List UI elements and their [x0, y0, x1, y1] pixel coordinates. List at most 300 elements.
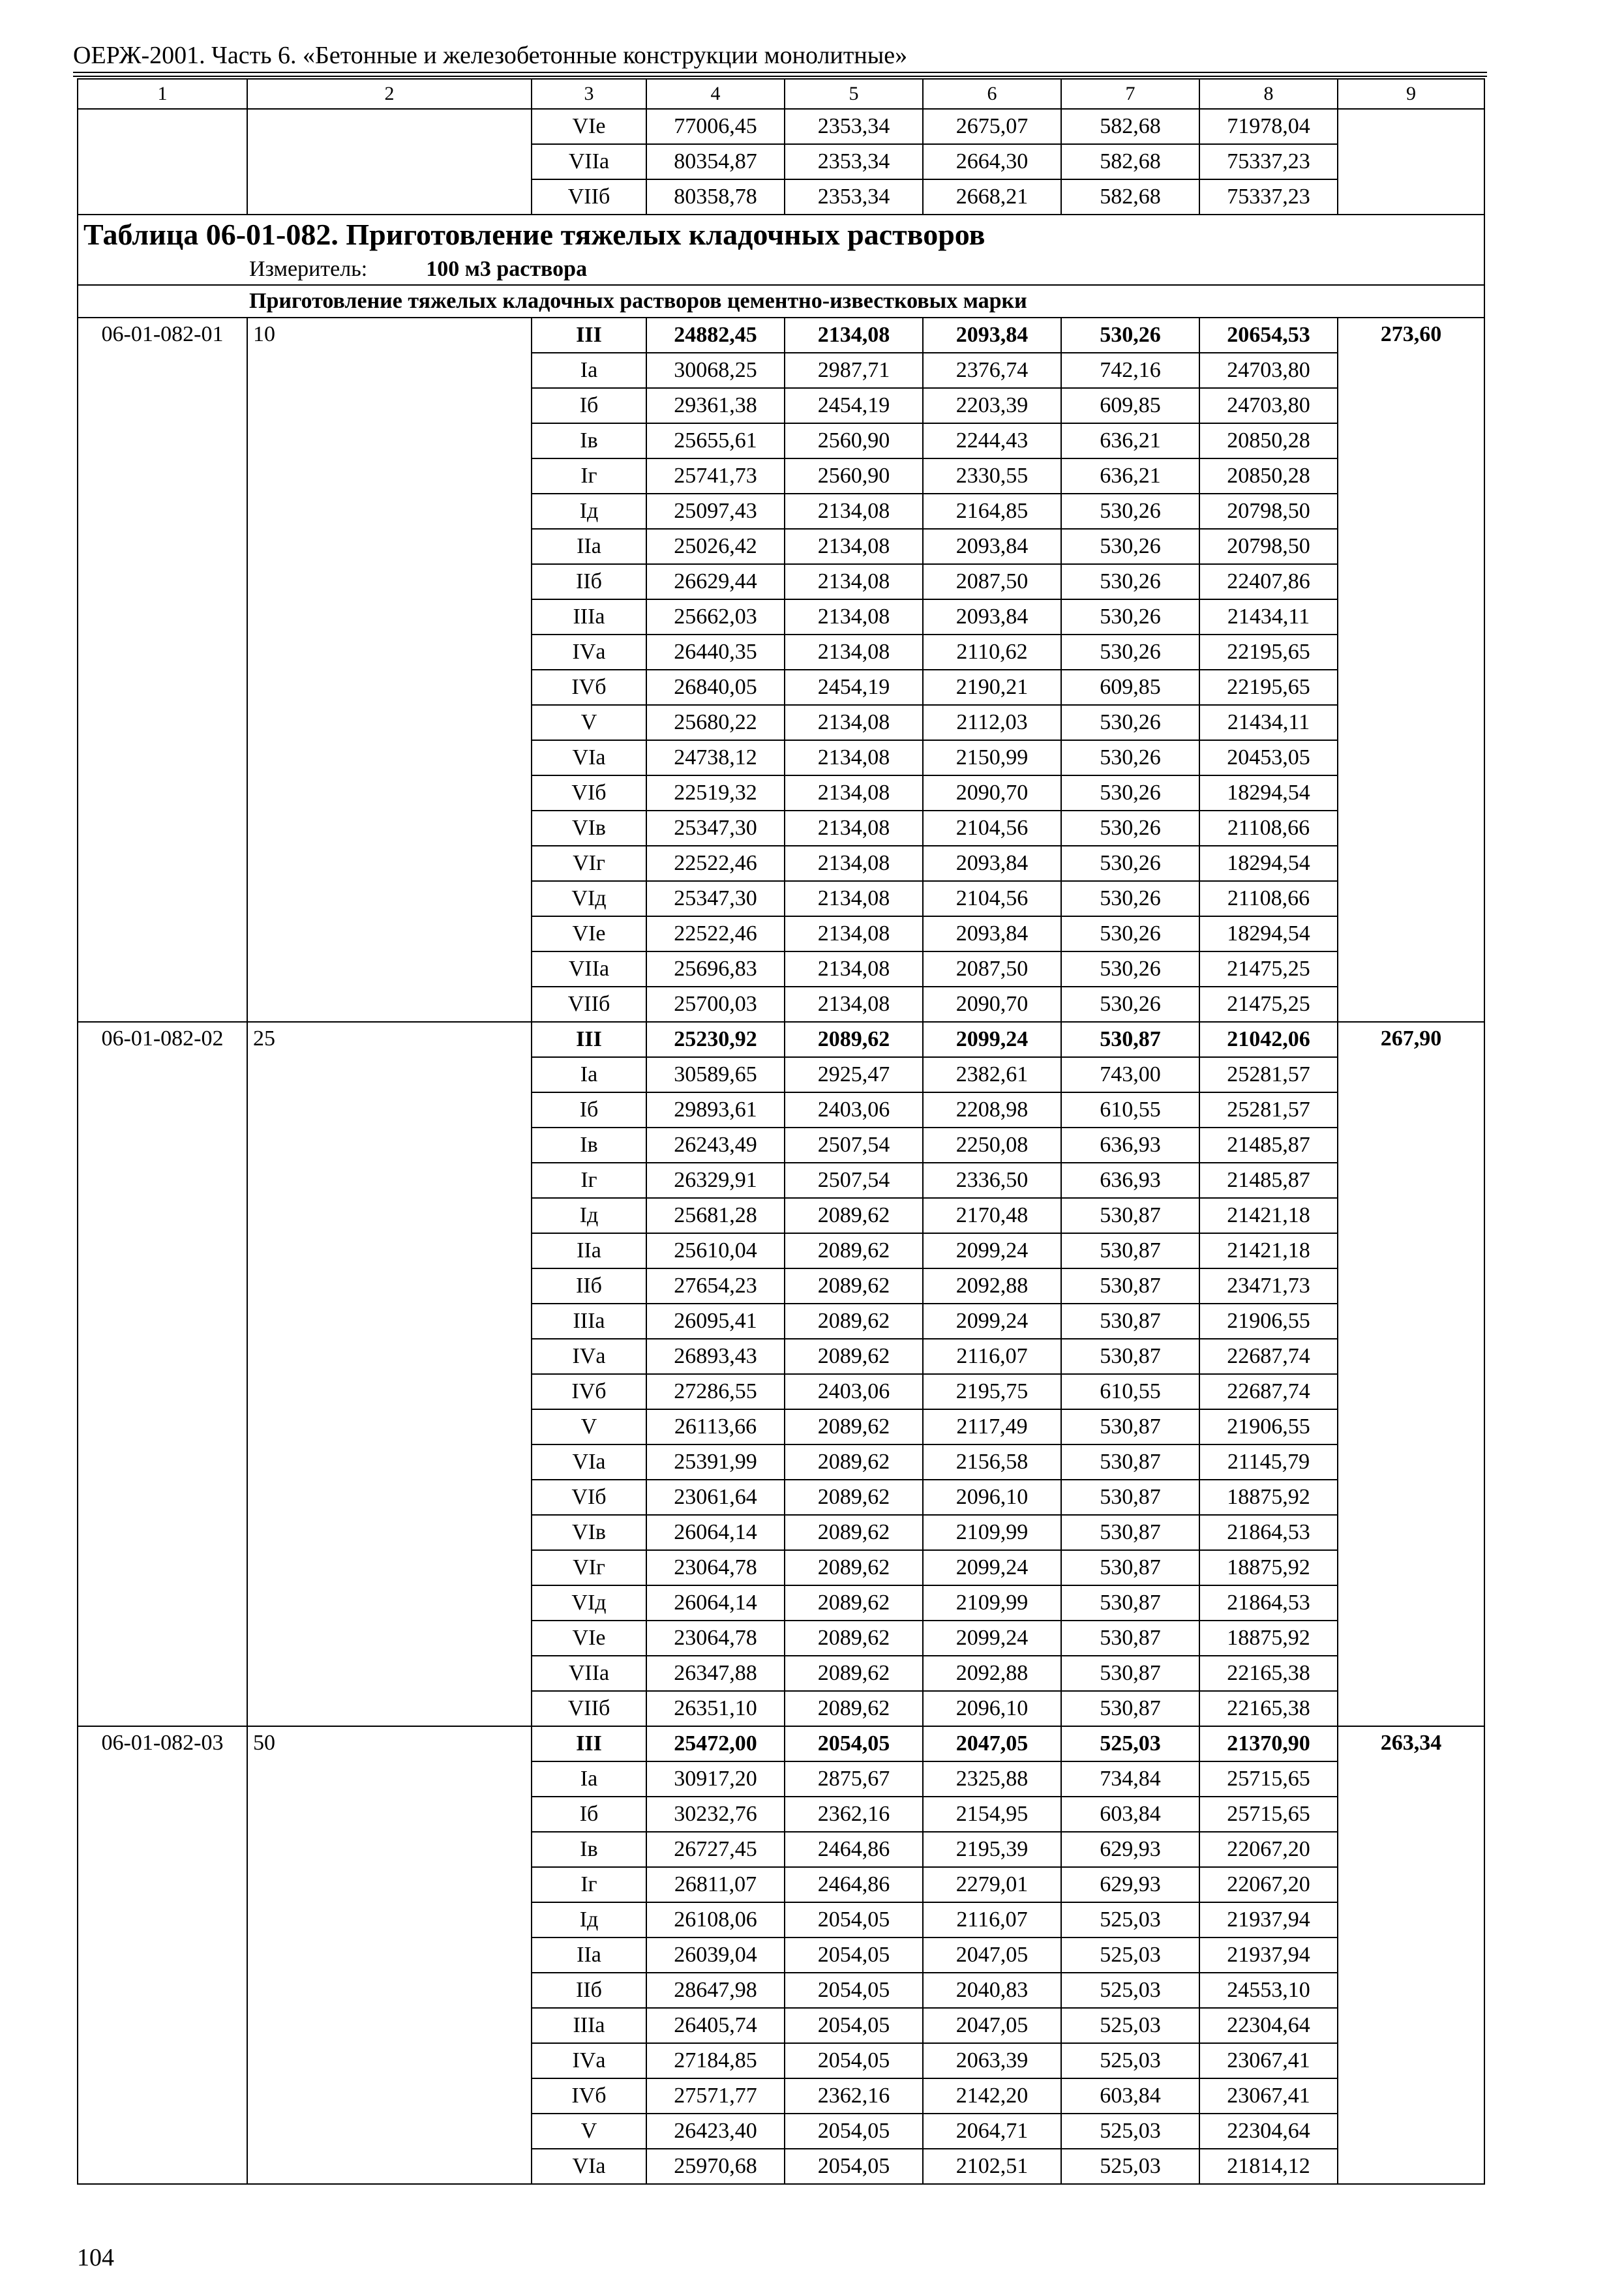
total-cell: 267,90 — [1338, 1022, 1484, 1726]
value-cell: 27286,55 — [646, 1374, 785, 1409]
value-cell: 25472,00 — [646, 1726, 785, 1761]
value-cell: 26840,05 — [646, 670, 785, 705]
value-cell: 75337,23 — [1199, 179, 1338, 215]
value-cell: 29361,38 — [646, 388, 785, 423]
value-cell: 2054,05 — [785, 2149, 923, 2184]
value-cell: 2362,16 — [785, 2078, 923, 2114]
value-cell: 2195,39 — [923, 1832, 1061, 1867]
value-cell: 2110,62 — [923, 635, 1061, 670]
zone-cell: III — [532, 1726, 646, 1761]
value-cell: 2112,03 — [923, 705, 1061, 740]
value-cell: 21906,55 — [1199, 1304, 1338, 1339]
zone-cell: VIд — [532, 881, 646, 916]
value-cell: 2875,67 — [785, 1761, 923, 1797]
value-cell: 2096,10 — [923, 1480, 1061, 1515]
value-cell: 2454,19 — [785, 388, 923, 423]
value-cell: 2099,24 — [923, 1304, 1061, 1339]
value-cell: 2047,05 — [923, 1937, 1061, 1973]
value-cell: 21485,87 — [1199, 1128, 1338, 1163]
value-cell: 2925,47 — [785, 1057, 923, 1092]
value-cell: 25281,57 — [1199, 1057, 1338, 1092]
value-cell: 25347,30 — [646, 881, 785, 916]
zone-cell: Iд — [532, 1198, 646, 1233]
value-cell: 21814,12 — [1199, 2149, 1338, 2184]
zone-cell: Iг — [532, 1867, 646, 1902]
value-cell: 18875,92 — [1199, 1621, 1338, 1656]
value-cell: 2403,06 — [785, 1092, 923, 1128]
value-cell: 21864,53 — [1199, 1515, 1338, 1550]
value-cell: 2089,62 — [785, 1304, 923, 1339]
value-cell: 2195,75 — [923, 1374, 1061, 1409]
value-cell: 2054,05 — [785, 1902, 923, 1937]
value-cell: 636,21 — [1061, 458, 1199, 494]
value-cell: 2403,06 — [785, 1374, 923, 1409]
value-cell: 2104,56 — [923, 811, 1061, 846]
value-cell: 2093,84 — [923, 916, 1061, 951]
value-cell: 610,55 — [1061, 1374, 1199, 1409]
value-cell: 2040,83 — [923, 1973, 1061, 2008]
value-cell: 2093,84 — [923, 599, 1061, 635]
value-cell: 2090,70 — [923, 987, 1061, 1022]
value-cell: 2134,08 — [785, 951, 923, 987]
value-cell: 22067,20 — [1199, 1867, 1338, 1902]
value-cell: 21108,66 — [1199, 881, 1338, 916]
measure-label: Измеритель: — [249, 257, 368, 281]
value-cell: 2093,84 — [923, 529, 1061, 564]
value-cell: 22687,74 — [1199, 1339, 1338, 1374]
value-cell: 2054,05 — [785, 2114, 923, 2149]
table-row — [78, 1022, 1484, 1057]
value-cell: 71978,04 — [1199, 109, 1338, 144]
grade-cell: 50 — [247, 1726, 532, 2184]
value-cell: 21042,06 — [1199, 1022, 1338, 1057]
value-cell: 2353,34 — [785, 179, 923, 215]
grade-cell: 25 — [247, 1022, 532, 1726]
value-cell: 22687,74 — [1199, 1374, 1338, 1409]
value-cell: 2664,30 — [923, 144, 1061, 179]
value-cell: 2092,88 — [923, 1268, 1061, 1304]
zone-cell: VIб — [532, 775, 646, 811]
zone-cell: IVа — [532, 635, 646, 670]
zone-cell: VIа — [532, 1444, 646, 1480]
value-cell: 21937,94 — [1199, 1902, 1338, 1937]
value-cell: 2054,05 — [785, 2043, 923, 2078]
value-cell: 22195,65 — [1199, 635, 1338, 670]
measure-cell — [78, 254, 1484, 285]
value-cell: 525,03 — [1061, 2043, 1199, 2078]
value-cell: 25715,65 — [1199, 1761, 1338, 1797]
total-cell: 273,60 — [1338, 318, 1484, 1022]
value-cell: 20798,50 — [1199, 494, 1338, 529]
zone-cell: V — [532, 1409, 646, 1444]
code-cell: 06-01-082-01 — [78, 318, 247, 1022]
value-cell: 2134,08 — [785, 811, 923, 846]
code-cell — [78, 109, 247, 215]
value-cell: 2134,08 — [785, 846, 923, 881]
value-cell: 18294,54 — [1199, 916, 1338, 951]
value-cell: 26811,07 — [646, 1867, 785, 1902]
zone-cell: IIа — [532, 1233, 646, 1268]
measure-row — [78, 254, 1484, 285]
value-cell: 20654,53 — [1199, 318, 1338, 353]
value-cell: 530,87 — [1061, 1515, 1199, 1550]
value-cell: 25391,99 — [646, 1444, 785, 1480]
value-cell: 2089,62 — [785, 1233, 923, 1268]
value-cell: 2134,08 — [785, 599, 923, 635]
value-cell: 530,87 — [1061, 1480, 1199, 1515]
zone-cell: Iг — [532, 1163, 646, 1198]
value-cell: 603,84 — [1061, 2078, 1199, 2114]
value-cell: 2054,05 — [785, 2008, 923, 2043]
value-cell: 2093,84 — [923, 846, 1061, 881]
value-cell: 2134,08 — [785, 740, 923, 775]
column-number: 2 — [247, 79, 532, 109]
table-row — [78, 1726, 1484, 1761]
value-cell: 530,87 — [1061, 1621, 1199, 1656]
value-cell: 2362,16 — [785, 1797, 923, 1832]
value-cell: 2464,86 — [785, 1832, 923, 1867]
value-cell: 2668,21 — [923, 179, 1061, 215]
zone-cell: VIIб — [532, 179, 646, 215]
value-cell: 23067,41 — [1199, 2078, 1338, 2114]
value-cell: 2054,05 — [785, 1726, 923, 1761]
value-cell: 2064,71 — [923, 2114, 1061, 2149]
value-cell: 530,26 — [1061, 705, 1199, 740]
value-cell: 30068,25 — [646, 353, 785, 388]
value-cell: 2047,05 — [923, 2008, 1061, 2043]
value-cell: 25700,03 — [646, 987, 785, 1022]
value-cell: 21937,94 — [1199, 1937, 1338, 1973]
zone-cell: IIб — [532, 1268, 646, 1304]
value-cell: 525,03 — [1061, 2114, 1199, 2149]
table-body — [78, 79, 1484, 2184]
value-cell: 21145,79 — [1199, 1444, 1338, 1480]
value-cell: 2090,70 — [923, 775, 1061, 811]
value-cell: 2099,24 — [923, 1550, 1061, 1585]
value-cell: 530,26 — [1061, 564, 1199, 599]
value-cell: 2507,54 — [785, 1163, 923, 1198]
value-cell: 2203,39 — [923, 388, 1061, 423]
value-cell: 530,26 — [1061, 987, 1199, 1022]
zone-cell: VIб — [532, 1480, 646, 1515]
value-cell: 25970,68 — [646, 2149, 785, 2184]
value-cell: 25610,04 — [646, 1233, 785, 1268]
value-cell: 2987,71 — [785, 353, 923, 388]
value-cell: 2134,08 — [785, 881, 923, 916]
value-cell: 23471,73 — [1199, 1268, 1338, 1304]
value-cell: 26440,35 — [646, 635, 785, 670]
zone-cell: VIв — [532, 1515, 646, 1550]
value-cell: 26095,41 — [646, 1304, 785, 1339]
value-cell: 2093,84 — [923, 318, 1061, 353]
value-cell: 23064,78 — [646, 1621, 785, 1656]
zone-cell: VIг — [532, 1550, 646, 1585]
value-cell: 530,87 — [1061, 1233, 1199, 1268]
value-cell: 2134,08 — [785, 916, 923, 951]
value-cell: 2454,19 — [785, 670, 923, 705]
value-cell: 2089,62 — [785, 1691, 923, 1726]
measure-unit: 100 м3 раствора — [426, 257, 588, 281]
value-cell: 2109,99 — [923, 1515, 1061, 1550]
value-cell: 20850,28 — [1199, 423, 1338, 458]
value-cell: 2087,50 — [923, 951, 1061, 987]
zone-cell: IVа — [532, 2043, 646, 2078]
value-cell: 2134,08 — [785, 705, 923, 740]
zone-cell: III — [532, 318, 646, 353]
value-cell: 24882,45 — [646, 318, 785, 353]
value-cell: 530,87 — [1061, 1444, 1199, 1480]
zone-cell: IIIа — [532, 1304, 646, 1339]
zone-cell: Iа — [532, 1761, 646, 1797]
value-cell: 2142,20 — [923, 2078, 1061, 2114]
value-cell: 21421,18 — [1199, 1233, 1338, 1268]
value-cell: 80358,78 — [646, 179, 785, 215]
value-cell: 2134,08 — [785, 987, 923, 1022]
value-cell: 18294,54 — [1199, 775, 1338, 811]
value-cell: 2675,07 — [923, 109, 1061, 144]
value-cell: 22407,86 — [1199, 564, 1338, 599]
value-cell: 2507,54 — [785, 1128, 923, 1163]
zone-cell: IIб — [532, 564, 646, 599]
value-cell: 636,21 — [1061, 423, 1199, 458]
price-table — [77, 78, 1485, 2185]
value-cell: 2325,88 — [923, 1761, 1061, 1797]
value-cell: 530,87 — [1061, 1268, 1199, 1304]
value-cell: 2089,62 — [785, 1550, 923, 1585]
value-cell: 2353,34 — [785, 144, 923, 179]
value-cell: 2063,39 — [923, 2043, 1061, 2078]
value-cell: 2089,62 — [785, 1515, 923, 1550]
subsection-row — [78, 285, 1484, 318]
value-cell: 25655,61 — [646, 423, 785, 458]
value-cell: 25681,28 — [646, 1198, 785, 1233]
value-cell: 75337,23 — [1199, 144, 1338, 179]
value-cell: 2150,99 — [923, 740, 1061, 775]
zone-cell: VIIа — [532, 1656, 646, 1691]
value-cell: 2116,07 — [923, 1339, 1061, 1374]
value-cell: 21475,25 — [1199, 951, 1338, 987]
column-number: 3 — [532, 79, 646, 109]
value-cell: 636,93 — [1061, 1128, 1199, 1163]
value-cell: 2099,24 — [923, 1022, 1061, 1057]
value-cell: 25281,57 — [1199, 1092, 1338, 1128]
zone-cell: IIа — [532, 1937, 646, 1973]
value-cell: 530,26 — [1061, 881, 1199, 916]
column-number: 8 — [1199, 79, 1338, 109]
zone-cell: VIе — [532, 916, 646, 951]
value-cell: 26405,74 — [646, 2008, 785, 2043]
value-cell: 525,03 — [1061, 2149, 1199, 2184]
value-cell: 530,26 — [1061, 494, 1199, 529]
value-cell: 2096,10 — [923, 1691, 1061, 1726]
value-cell: 530,87 — [1061, 1656, 1199, 1691]
value-cell: 2560,90 — [785, 423, 923, 458]
value-cell: 18875,92 — [1199, 1550, 1338, 1585]
value-cell: 26351,10 — [646, 1691, 785, 1726]
value-cell: 25097,43 — [646, 494, 785, 529]
value-cell: 26347,88 — [646, 1656, 785, 1691]
value-cell: 21434,11 — [1199, 599, 1338, 635]
value-cell: 525,03 — [1061, 1973, 1199, 2008]
value-cell: 2109,99 — [923, 1585, 1061, 1621]
value-cell: 734,84 — [1061, 1761, 1199, 1797]
value-cell: 22522,46 — [646, 916, 785, 951]
value-cell: 21485,87 — [1199, 1163, 1338, 1198]
zone-cell: Iб — [532, 388, 646, 423]
value-cell: 2099,24 — [923, 1233, 1061, 1268]
value-cell: 2087,50 — [923, 564, 1061, 599]
zone-cell: IVб — [532, 2078, 646, 2114]
zone-cell: VIа — [532, 740, 646, 775]
zone-cell: IIIа — [532, 599, 646, 635]
value-cell: 2089,62 — [785, 1444, 923, 1480]
value-cell: 27571,77 — [646, 2078, 785, 2114]
value-cell: 2092,88 — [923, 1656, 1061, 1691]
table-title-row — [78, 215, 1484, 254]
value-cell: 2089,62 — [785, 1585, 923, 1621]
value-cell: 2208,98 — [923, 1092, 1061, 1128]
header-rule — [73, 76, 1487, 77]
column-number: 7 — [1061, 79, 1199, 109]
value-cell: 530,26 — [1061, 846, 1199, 881]
zone-cell: Iв — [532, 1128, 646, 1163]
zone-cell: Iа — [532, 353, 646, 388]
zone-cell: Iа — [532, 1057, 646, 1092]
value-cell: 23061,64 — [646, 1480, 785, 1515]
zone-cell: VIIа — [532, 144, 646, 179]
value-cell: 2047,05 — [923, 1726, 1061, 1761]
value-cell: 25696,83 — [646, 951, 785, 987]
zone-cell: III — [532, 1022, 646, 1057]
zone-cell: Iд — [532, 494, 646, 529]
value-cell: 26329,91 — [646, 1163, 785, 1198]
value-cell: 22165,38 — [1199, 1691, 1338, 1726]
zone-cell: IVа — [532, 1339, 646, 1374]
value-cell: 2244,43 — [923, 423, 1061, 458]
zone-cell: VIIб — [532, 1691, 646, 1726]
code-cell: 06-01-082-02 — [78, 1022, 247, 1726]
grade-cell: 10 — [247, 318, 532, 1022]
value-cell: 20453,05 — [1199, 740, 1338, 775]
table-title: Таблица 06-01-082. Приготовление тяжелых кладочных растворов — [78, 215, 1484, 254]
value-cell: 530,87 — [1061, 1691, 1199, 1726]
total-cell — [1338, 109, 1484, 215]
value-cell: 2116,07 — [923, 1902, 1061, 1937]
value-cell: 2099,24 — [923, 1621, 1061, 1656]
value-cell: 26108,06 — [646, 1902, 785, 1937]
column-number-row — [78, 79, 1484, 109]
table-row — [78, 318, 1484, 353]
value-cell: 530,26 — [1061, 916, 1199, 951]
value-cell: 530,87 — [1061, 1198, 1199, 1233]
column-number: 5 — [785, 79, 923, 109]
value-cell: 18875,92 — [1199, 1480, 1338, 1515]
value-cell: 20798,50 — [1199, 529, 1338, 564]
value-cell: 21434,11 — [1199, 705, 1338, 740]
value-cell: 530,26 — [1061, 811, 1199, 846]
value-cell: 2089,62 — [785, 1022, 923, 1057]
value-cell: 18294,54 — [1199, 846, 1338, 881]
value-cell: 609,85 — [1061, 388, 1199, 423]
value-cell: 20850,28 — [1199, 458, 1338, 494]
value-cell: 24703,80 — [1199, 388, 1338, 423]
value-cell: 2134,08 — [785, 318, 923, 353]
value-cell: 27654,23 — [646, 1268, 785, 1304]
value-cell: 2170,48 — [923, 1198, 1061, 1233]
value-cell: 530,87 — [1061, 1550, 1199, 1585]
value-cell: 609,85 — [1061, 670, 1199, 705]
value-cell: 742,16 — [1061, 353, 1199, 388]
value-cell: 22067,20 — [1199, 1832, 1338, 1867]
value-cell: 530,87 — [1061, 1409, 1199, 1444]
page-number: 104 — [77, 2244, 114, 2271]
value-cell: 22165,38 — [1199, 1656, 1338, 1691]
value-cell: 26423,40 — [646, 2114, 785, 2149]
value-cell: 530,26 — [1061, 635, 1199, 670]
running-header: ОЕРЖ-2001. Часть 6. «Бетонные и железобетонные конструкции монолитные» — [73, 42, 908, 69]
value-cell: 29893,61 — [646, 1092, 785, 1128]
zone-cell: VIе — [532, 1621, 646, 1656]
value-cell: 2054,05 — [785, 1937, 923, 1973]
zone-cell: VIг — [532, 846, 646, 881]
value-cell: 2336,50 — [923, 1163, 1061, 1198]
header-rule — [73, 72, 1487, 73]
value-cell: 2464,86 — [785, 1867, 923, 1902]
value-cell: 2134,08 — [785, 529, 923, 564]
value-cell: 2134,08 — [785, 775, 923, 811]
value-cell: 23067,41 — [1199, 2043, 1338, 2078]
zone-cell: V — [532, 2114, 646, 2149]
value-cell: 30232,76 — [646, 1797, 785, 1832]
value-cell: 23064,78 — [646, 1550, 785, 1585]
value-cell: 530,26 — [1061, 318, 1199, 353]
value-cell: 21864,53 — [1199, 1585, 1338, 1621]
value-cell: 26243,49 — [646, 1128, 785, 1163]
value-cell: 2250,08 — [923, 1128, 1061, 1163]
value-cell: 77006,45 — [646, 109, 785, 144]
value-cell: 610,55 — [1061, 1092, 1199, 1128]
value-cell: 2089,62 — [785, 1480, 923, 1515]
value-cell: 2156,58 — [923, 1444, 1061, 1480]
zone-cell: Iв — [532, 423, 646, 458]
value-cell: 525,03 — [1061, 2008, 1199, 2043]
value-cell: 25230,92 — [646, 1022, 785, 1057]
value-cell: 30917,20 — [646, 1761, 785, 1797]
value-cell: 2190,21 — [923, 670, 1061, 705]
zone-cell: Iд — [532, 1902, 646, 1937]
subsection-title: Приготовление тяжелых кладочных растворов цементно-известковых марки — [78, 285, 1484, 318]
zone-cell: V — [532, 705, 646, 740]
value-cell: 525,03 — [1061, 1937, 1199, 1973]
value-cell: 25741,73 — [646, 458, 785, 494]
table-row — [78, 109, 1484, 144]
value-cell: 30589,65 — [646, 1057, 785, 1092]
zone-cell: VIIб — [532, 987, 646, 1022]
value-cell: 24703,80 — [1199, 353, 1338, 388]
value-cell: 525,03 — [1061, 1726, 1199, 1761]
value-cell: 2054,05 — [785, 1973, 923, 2008]
zone-cell: IIа — [532, 529, 646, 564]
value-cell: 21906,55 — [1199, 1409, 1338, 1444]
value-cell: 80354,87 — [646, 144, 785, 179]
value-cell: 24553,10 — [1199, 1973, 1338, 2008]
value-cell: 2134,08 — [785, 564, 923, 599]
value-cell: 2279,01 — [923, 1867, 1061, 1902]
value-cell: 2330,55 — [923, 458, 1061, 494]
value-cell: 629,93 — [1061, 1832, 1199, 1867]
value-cell: 582,68 — [1061, 179, 1199, 215]
value-cell: 2089,62 — [785, 1621, 923, 1656]
